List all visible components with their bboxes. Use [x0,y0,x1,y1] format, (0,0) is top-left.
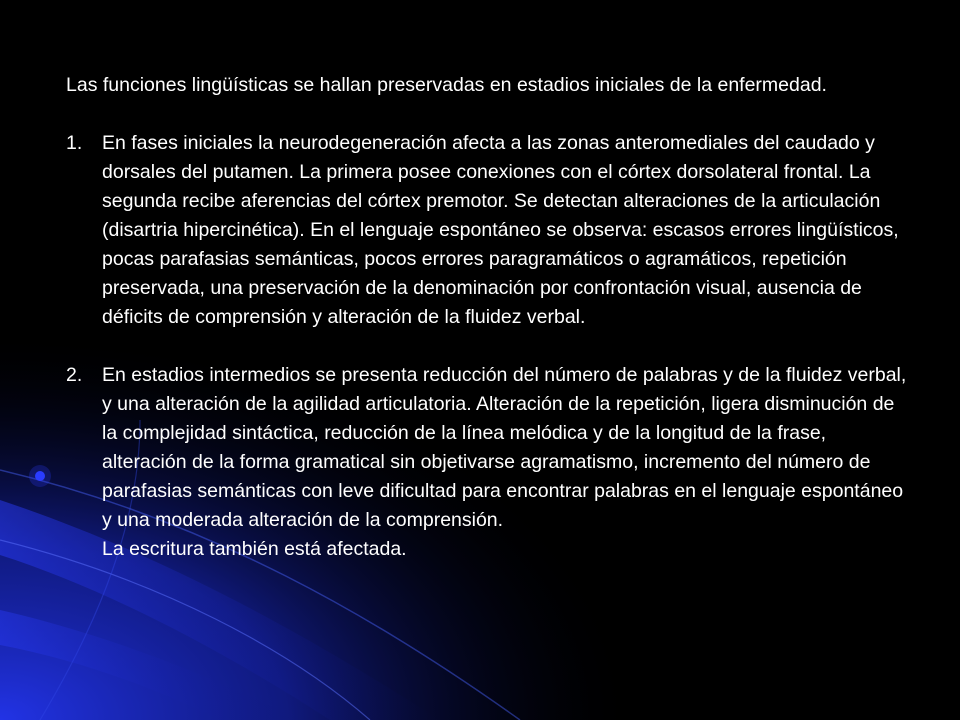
list-item-extra-line: La escritura también está afectada. [102,538,407,560]
glow-dot-halo [29,465,51,487]
list-item-text: En estadios intermedios se presenta reducción del número de palabras y de la fluidez verbal, y una alteración de la agilidad articulatoria. Alteración de la repetición, ligera disminución de la complejidad sintáctica, reducción de la línea melódica y de la longitud de la frase, alteración de la forma gramatical sin objetivarse agramatismo, incremento del número de parafasias semánticas con leve dificultad para encontrar palabras en el lenguaje espontáneo y una moderada alteración de la comprensión. [102,364,907,531]
spacer [66,100,912,129]
content-area [66,71,912,564]
list-item-number: 1. [66,132,83,154]
list-item-number: 2. [66,364,83,386]
spacer [66,332,912,361]
list-item-text: En fases iniciales la neurodegeneración afecta a las zonas anteromediales del caudado y dorsales del putamen. La primera posee conexiones con el córtex dorsolateral frontal. La segunda recibe aferencias del córtex premotor. Se detectan alteraciones de la articulación (disartria hipercinética). En el lenguaje espontáneo se observa: escasos errores lingüísticos, pocas parafasias semánticas, pocos errores paragramáticos o agramáticos, repetición preservada, una preservación de la denominación por confrontación visual, ausencia de déficits de comprensión y alteración de la fluidez verbal. [102,132,899,328]
list-item-1 [66,129,912,332]
list-item-2 [66,361,912,564]
intro-paragraph: Las funciones lingüísticas se hallan preservadas en estadios iniciales de la enfermedad. [66,74,827,96]
